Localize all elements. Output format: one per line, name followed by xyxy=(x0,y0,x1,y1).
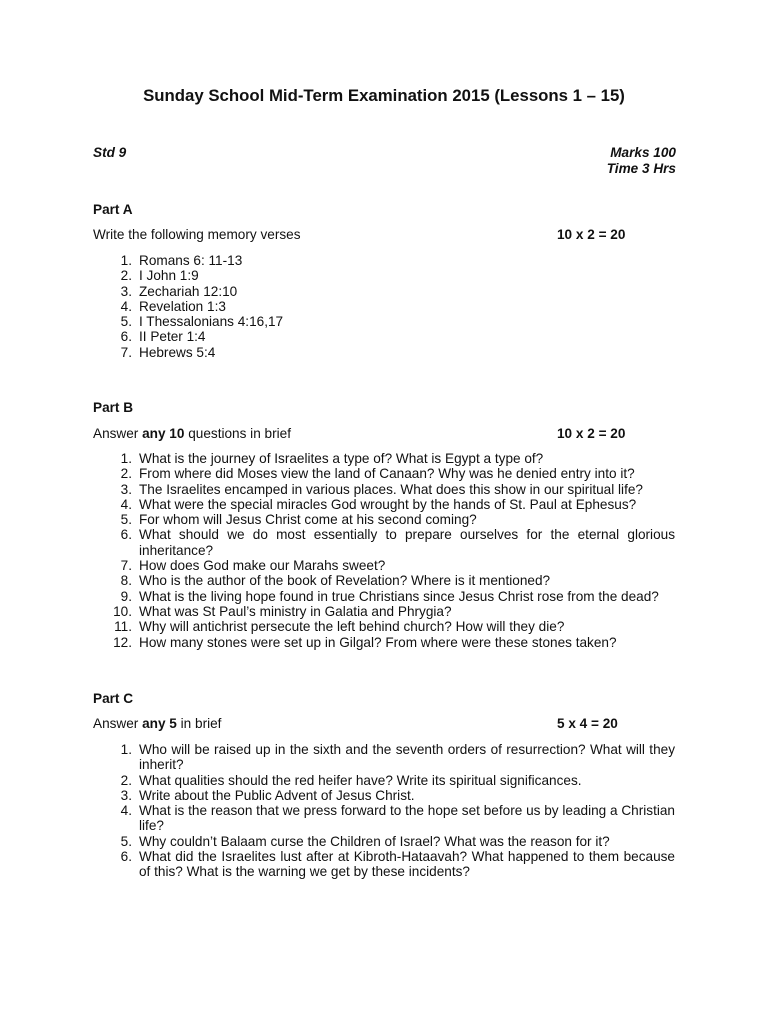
list-item xyxy=(120,573,675,589)
list-item xyxy=(120,451,675,466)
part-a-instruction-text: Write the following memory verses xyxy=(93,227,301,242)
item-number: 1. xyxy=(120,253,132,268)
item-text: How does God make our Marahs sweet? xyxy=(139,558,386,574)
total-marks: Marks 100 xyxy=(610,145,676,160)
item-number: 3. xyxy=(120,481,132,497)
list-item xyxy=(120,283,675,299)
item-number: 8. xyxy=(120,573,132,589)
item-number: 2. xyxy=(120,466,132,482)
part-b-instruction-bold: any 10 xyxy=(142,426,185,441)
item-text: From where did Moses view the land of Canaan? Why was he denied entry into it? xyxy=(139,466,635,482)
item-text: What is the living hope found in true Christians since Jesus Christ rose from the dead? xyxy=(139,588,659,604)
list-item xyxy=(120,481,675,497)
list-item xyxy=(120,588,675,604)
list-item xyxy=(120,512,675,528)
item-text: What were the special miracles God wrought by the hands of St. Paul at Ephesus? xyxy=(139,496,637,512)
item-number: 5. xyxy=(120,833,132,849)
part-a-score: 10 x 2 = 20 xyxy=(557,227,626,242)
item-text: II Peter 1:4 xyxy=(139,329,206,345)
part-a-heading: Part A xyxy=(93,202,133,217)
item-text: The Israelites encamped in various places. What does this show in our spiritual life? xyxy=(139,481,643,497)
part-b-instruction-pre: Answer xyxy=(93,426,143,441)
marks-time-block xyxy=(607,145,676,177)
item-text: Revelation 1:3 xyxy=(139,298,226,314)
item-number: 11. xyxy=(114,619,132,635)
part-b-score: 10 x 2 = 20 xyxy=(557,426,626,441)
item-text: What is the reason that we press forward to the hope set before us by leading a Christian life? xyxy=(139,803,675,834)
item-number: 3. xyxy=(120,283,132,299)
part-b-instruction xyxy=(93,426,629,441)
part-b-heading: Part B xyxy=(93,400,134,415)
item-number: 6. xyxy=(120,527,132,543)
item-text: What is the journey of Israelites a type of? What is Egypt a type of? xyxy=(139,451,544,466)
item-text: Who will be raised up in the sixth and the seventh orders of resurrection? What will they inherit? xyxy=(139,742,675,773)
list-item xyxy=(120,772,675,788)
list-item xyxy=(120,344,675,360)
item-number: 2. xyxy=(120,772,132,788)
part-c-instruction xyxy=(93,716,629,731)
standard-label: Std 9 xyxy=(93,145,127,160)
item-text: For whom will Jesus Christ come at his second coming? xyxy=(139,512,477,528)
part-c-instruction-post: in brief xyxy=(176,716,222,731)
item-number: 1. xyxy=(120,742,132,757)
item-text: What did the Israelites lust after at Kibroth-Hataavah? What happened to them because of this? What is the warning we get by these incidents? xyxy=(139,849,675,880)
part-b-instruction-post: questions in brief xyxy=(184,426,291,441)
list-item xyxy=(120,314,675,330)
item-number: 6. xyxy=(120,849,132,865)
list-item xyxy=(120,253,675,268)
item-text: What qualities should the red heifer have? Write its spiritual significances. xyxy=(139,772,582,788)
item-number: 12. xyxy=(113,634,132,650)
list-item xyxy=(113,603,675,619)
list-item xyxy=(114,619,675,635)
list-item xyxy=(120,558,675,574)
item-number: 5. xyxy=(120,512,132,528)
list-item xyxy=(120,833,675,849)
list-item xyxy=(120,803,675,834)
part-a-list xyxy=(120,253,675,360)
item-text: I Thessalonians 4:16,17 xyxy=(139,314,284,330)
item-text: What should we do most essentially to prepare ourselves for the eternal glorious inheritance? xyxy=(139,527,675,558)
item-number: 4. xyxy=(120,496,132,512)
item-number: 1. xyxy=(120,451,132,466)
item-text: I John 1:9 xyxy=(139,268,199,284)
item-number: 6. xyxy=(120,329,132,345)
item-text: Why couldn’t Balaam curse the Children of Israel? What was the reason for it? xyxy=(139,833,610,849)
list-item xyxy=(120,742,675,773)
item-text: What was St Paul’s ministry in Galatia and Phrygia? xyxy=(139,603,452,619)
list-item xyxy=(120,268,675,284)
part-c-score: 5 x 4 = 20 xyxy=(557,716,618,731)
list-item xyxy=(113,634,675,650)
part-c-list xyxy=(120,742,675,880)
list-item xyxy=(120,787,675,803)
item-number: 5. xyxy=(120,314,132,330)
part-c-instruction-bold: any 5 xyxy=(142,716,177,731)
item-number: 7. xyxy=(120,344,132,360)
item-number: 4. xyxy=(120,298,132,314)
item-number: 4. xyxy=(120,803,132,819)
item-text: Who is the author of the book of Revelation? Where is it mentioned? xyxy=(139,573,551,589)
item-text: Romans 6: 11-13 xyxy=(139,253,243,268)
item-number: 2. xyxy=(120,268,132,284)
item-text: Zechariah 12:10 xyxy=(139,283,238,299)
list-item xyxy=(120,496,675,512)
exam-duration: Time 3 Hrs xyxy=(606,161,676,176)
part-c-heading: Part C xyxy=(93,691,134,706)
item-text: How many stones were set up in Gilgal? From where were these stones taken? xyxy=(139,634,617,650)
list-item xyxy=(120,298,675,314)
item-text: Write about the Public Advent of Jesus Christ. xyxy=(139,787,415,803)
part-c-instruction-pre: Answer xyxy=(93,716,143,731)
part-a-instruction xyxy=(93,227,629,242)
item-text: Why will antichrist persecute the left behind church? How will they die? xyxy=(139,619,565,635)
list-item xyxy=(120,849,675,880)
item-number: 3. xyxy=(120,787,132,803)
list-item xyxy=(120,329,675,345)
list-item xyxy=(120,466,675,482)
list-item xyxy=(120,527,675,558)
item-number: 10. xyxy=(113,603,132,619)
item-number: 9. xyxy=(120,588,132,604)
part-b-list xyxy=(113,451,675,650)
item-text: Hebrews 5:4 xyxy=(139,344,216,360)
exam-title: Sunday School Mid-Term Examination 2015 (Lessons 1 – 15) xyxy=(143,86,625,105)
item-number: 7. xyxy=(120,558,132,574)
